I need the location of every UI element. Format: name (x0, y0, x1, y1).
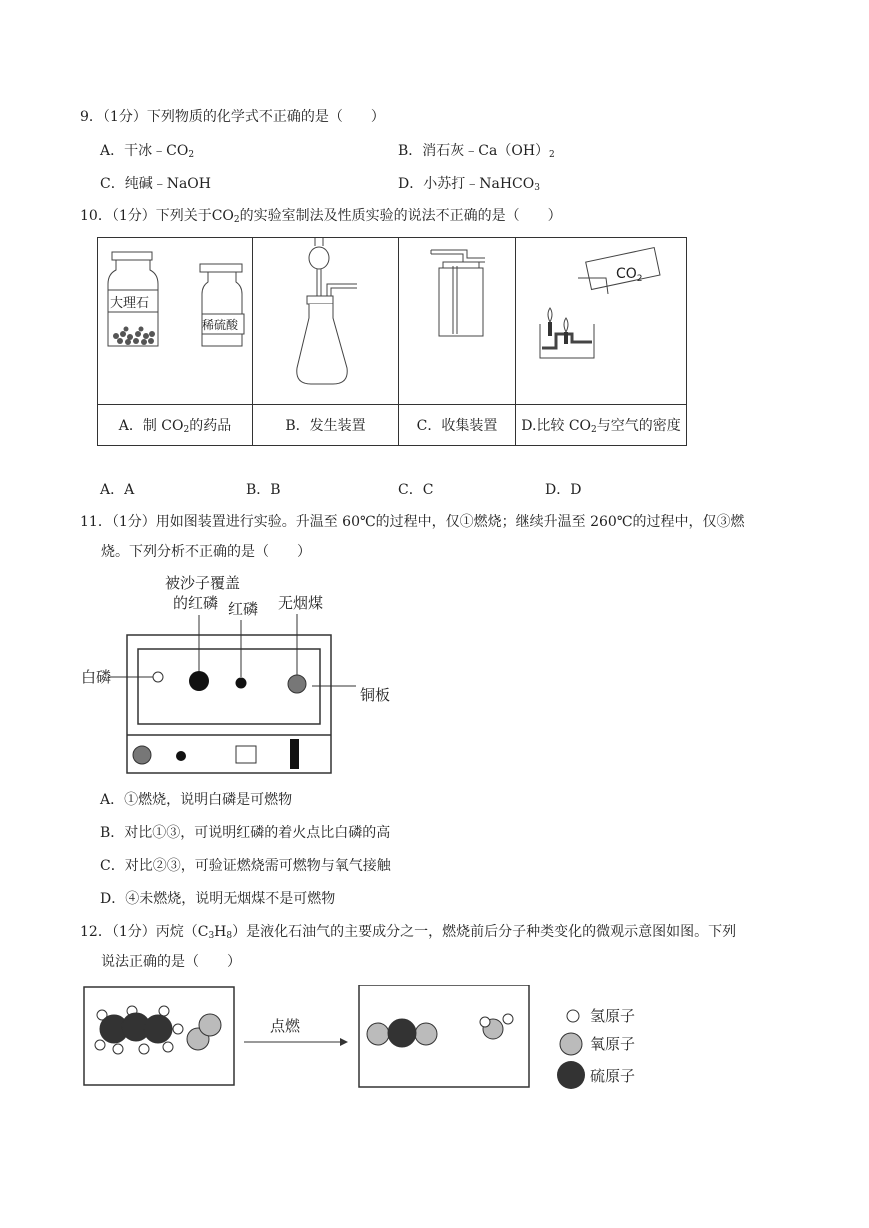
q11-option-b: B．对比①③，可说明红磷的着火点比白磷的高 (100, 825, 391, 841)
legend-hydrogen: 氢原子 (590, 1007, 636, 1025)
q11-option-d: D．④未燃烧，说明无烟煤不是可燃物 (100, 891, 336, 907)
label-white-phosphorus: 白磷 (81, 668, 112, 686)
q12-stem-line1: 12．（1分）丙烷$(C_3H_8)$是液化石油气的主要成分之一，燃烧前后分子种类变化的微观示意图如图。下列 (80, 924, 737, 941)
q10-figure-d (516, 238, 687, 405)
stove-knob (133, 746, 151, 764)
q11-combustion-apparatus (80, 568, 400, 778)
white-phosphorus-dot (153, 672, 163, 682)
q10-caption-a: A．制 $CO_2$的药品 (98, 405, 253, 446)
reagent-bottles-illustration (98, 238, 252, 400)
q11-stem-line2: 烧。下列分析不正确的是（ ） (101, 544, 311, 560)
gas-collecting-bottle (399, 238, 515, 400)
arrow-label: 点燃 (270, 1017, 301, 1035)
q9-option-b: B．消石灰$﹣Ca(OH)_2$ (398, 143, 555, 160)
q10-figure-b (253, 238, 399, 405)
label-covered-line1: 被沙子覆盖 (165, 574, 241, 592)
q10-option-b: B．B (246, 482, 281, 498)
q9-option-d: D．小苏打﹣NaHCO$_3$ (398, 176, 540, 193)
q12-molecule-diagram (82, 985, 662, 1095)
q9-option-c: C．纯碱﹣NaOH (100, 176, 211, 192)
stove-switch (290, 739, 299, 769)
q11-option-a: A．①燃烧，说明白磷是可燃物 (100, 792, 293, 808)
q9-stem: 9．（1分）下列物质的化学式不正确的是（ ） (80, 109, 385, 125)
oxygen-atom-icon (560, 1033, 582, 1055)
co2-label: $CO_2$ (616, 266, 643, 284)
conical-flask-apparatus (253, 238, 398, 400)
q10-option-c: C．C (398, 482, 434, 498)
label-covered-line2: 的红磷 (173, 594, 219, 612)
red-phosphorus-dot (236, 678, 247, 689)
q10-caption-b: B．发生装置 (253, 405, 399, 446)
label-red-phosphorus: 红磷 (228, 600, 259, 618)
stove-indicator (176, 751, 186, 761)
legend-oxygen: 氧原子 (590, 1035, 636, 1053)
q10-figure-a (98, 238, 253, 405)
q10-option-a: A．A (100, 482, 135, 498)
beaker-candles-illustration (516, 238, 686, 400)
marble-label: 大理石 (110, 296, 150, 311)
q10-figure-table (97, 237, 687, 446)
q11-stem-line1: 11．（1分）用如图装置进行实验。升温至 60℃的过程中，仅①燃烧；继续升温至 260℃的过程中，仅③燃 (80, 514, 745, 530)
anthracite-dot (288, 675, 306, 693)
q10-caption-c: C．收集装置 (399, 405, 516, 446)
hydrogen-atom-icon (567, 1010, 579, 1022)
q11-option-c: C．对比②③，可验证燃烧需可燃物与氧气接触 (100, 858, 391, 874)
q10-figure-c (399, 238, 516, 405)
label-copper-plate: 铜板 (360, 686, 391, 704)
q10-option-d: D．D (545, 482, 582, 498)
q9-option-a: A．干冰$﹣CO_2$ (100, 143, 195, 160)
sulfur-atom-icon (557, 1061, 585, 1089)
q12-stem-line2: 说法正确的是（ ） (101, 954, 241, 970)
molecule-bing (367, 1019, 437, 1047)
q10-caption-d: D.比较 $CO_2$与空气的密度 (516, 405, 687, 446)
label-anthracite: 无烟煤 (278, 594, 324, 612)
acid-label: 稀硫酸 (202, 318, 239, 332)
temperature-display (236, 746, 256, 763)
q10-stem: 10．（1分）下列关于$CO_2$的实验室制法及性质实验的说法不正确的是（ ） (80, 208, 562, 225)
covered-red-phosphorus-dot (189, 671, 209, 691)
legend-sulfur: 硫原子 (590, 1067, 636, 1085)
